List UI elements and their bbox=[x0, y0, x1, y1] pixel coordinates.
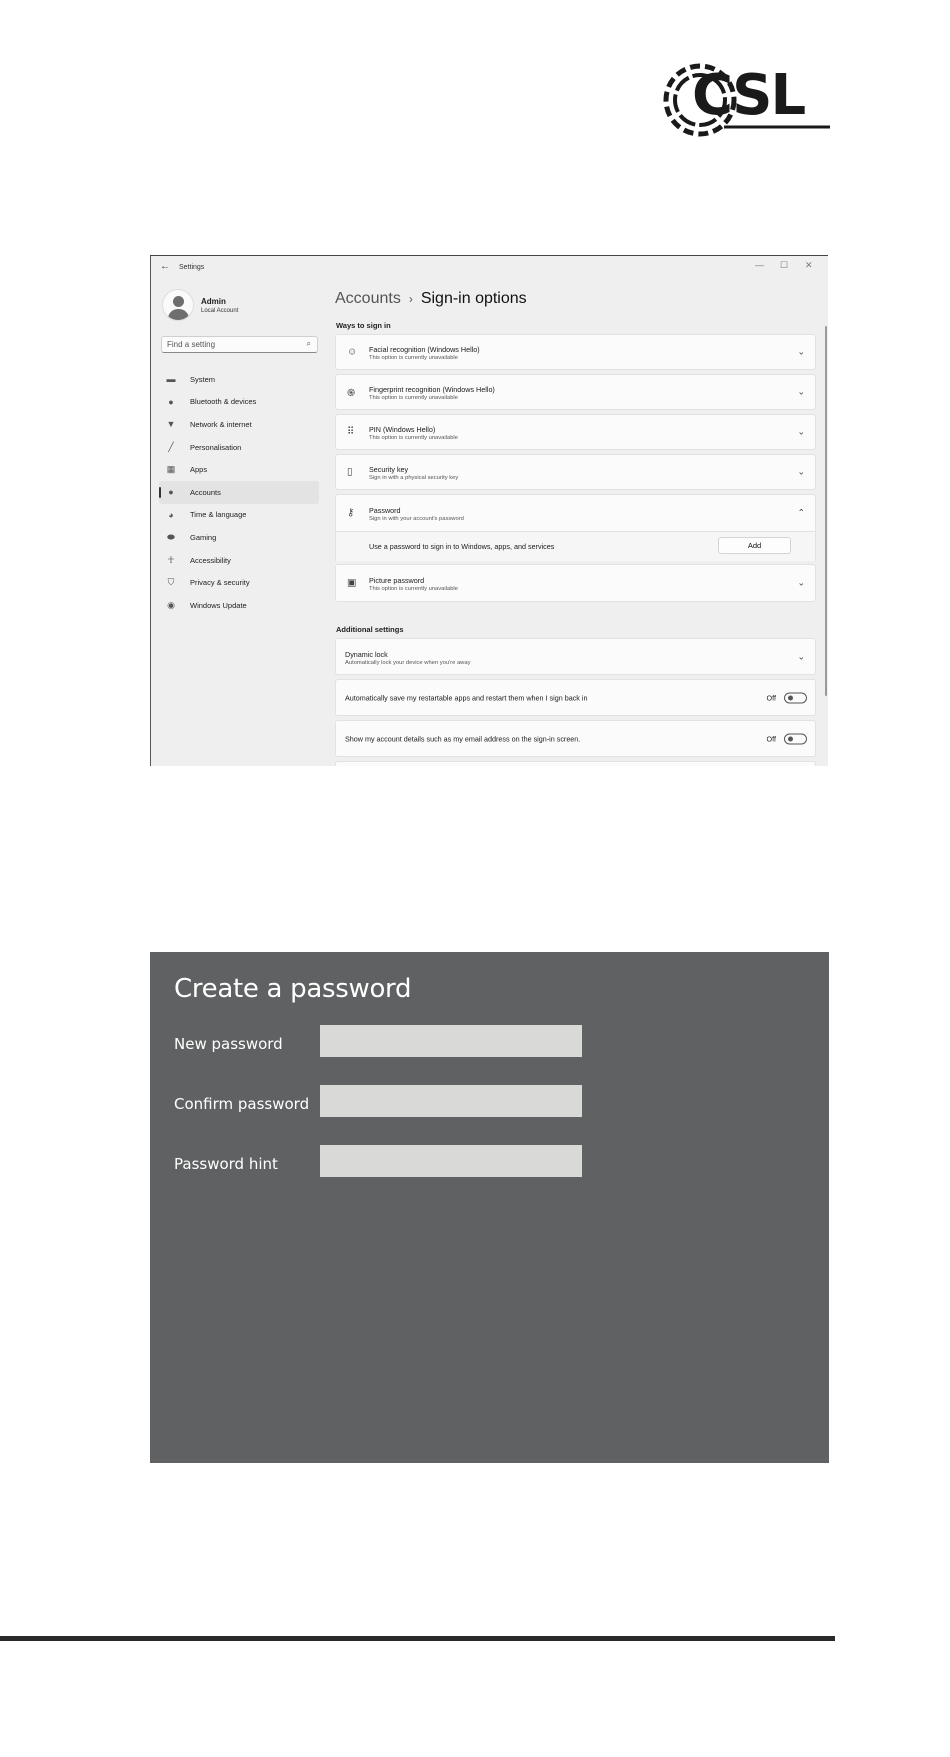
search-icon[interactable]: ⌕ bbox=[306, 339, 311, 348]
chevron-up-icon[interactable]: ⌃ bbox=[797, 507, 805, 518]
create-password-title: Create a password bbox=[174, 974, 412, 1004]
breadcrumb-separator: › bbox=[408, 292, 413, 306]
sidebar-item-bluetooth[interactable] bbox=[159, 391, 319, 414]
sidebar-item-label: Accessibility bbox=[190, 555, 231, 565]
additional-settings-heading: Additional settings bbox=[336, 625, 404, 634]
sidebar-item-system[interactable] bbox=[159, 368, 319, 391]
option-subtitle: This option is currently unavailable bbox=[369, 355, 458, 361]
confirm-password-field[interactable] bbox=[320, 1085, 582, 1117]
search-input[interactable] bbox=[162, 337, 292, 352]
setting-subtitle: Automatically lock your device when you're away bbox=[345, 660, 471, 666]
toggle-state-label: Off bbox=[766, 734, 776, 743]
apps-icon: ▦ bbox=[166, 464, 176, 475]
usb-key-icon: ▯ bbox=[347, 466, 353, 478]
setting-title: Dynamic lock bbox=[345, 650, 388, 659]
profile-name: Admin bbox=[201, 297, 226, 306]
sidebar-item-label: System bbox=[190, 374, 216, 384]
chevron-down-icon[interactable]: ⌄ bbox=[797, 466, 805, 477]
create-password-panel bbox=[150, 952, 829, 1463]
sidebar-nav bbox=[159, 368, 319, 617]
sidebar-item-privacy[interactable] bbox=[159, 571, 319, 594]
signin-option-security-key[interactable] bbox=[335, 454, 816, 490]
signin-option-picture-password[interactable] bbox=[335, 564, 816, 602]
pin-keypad-icon: ⠿ bbox=[347, 426, 355, 438]
password-hint-field[interactable] bbox=[320, 1145, 582, 1177]
csl-logo bbox=[662, 58, 832, 142]
option-subtitle: This option is currently unavailable bbox=[369, 435, 458, 441]
signin-option-facial[interactable] bbox=[335, 334, 816, 370]
option-title: Security key bbox=[369, 465, 409, 474]
setting-title: Show my account details such as my email address on the sign-in screen. bbox=[345, 734, 581, 743]
setting-title: Automatically save my restartable apps and restart them when I sign back in bbox=[345, 693, 588, 702]
option-title: Picture password bbox=[369, 576, 425, 585]
window-title: Settings bbox=[179, 264, 205, 271]
sidebar-item-apps[interactable] bbox=[159, 458, 319, 481]
sidebar-item-personalisation[interactable] bbox=[159, 436, 319, 459]
footer-rule bbox=[0, 1636, 835, 1641]
face-icon: ☺ bbox=[347, 346, 358, 358]
breadcrumb bbox=[335, 290, 527, 308]
gamepad-icon: ⬬ bbox=[167, 531, 175, 542]
sidebar-item-accessibility[interactable] bbox=[159, 549, 319, 572]
chevron-down-icon[interactable]: ⌄ bbox=[797, 346, 805, 357]
sidebar-item-label: Time & language bbox=[190, 510, 247, 520]
brush-icon: ╱ bbox=[168, 441, 174, 452]
toggle-state-label: Off bbox=[766, 693, 776, 702]
update-icon: ◉ bbox=[167, 599, 175, 610]
restart-apps-toggle[interactable] bbox=[784, 692, 807, 703]
sidebar-item-label: Bluetooth & devices bbox=[190, 397, 257, 407]
sidebar-item-label: Network & internet bbox=[190, 419, 252, 429]
new-password-field[interactable] bbox=[320, 1025, 582, 1057]
sidebar-item-network[interactable] bbox=[159, 413, 319, 436]
sidebar-item-accounts[interactable] bbox=[159, 481, 319, 504]
page-title: Sign-in options bbox=[420, 290, 527, 307]
signin-option-password[interactable] bbox=[335, 494, 816, 532]
logo-text: CSL bbox=[692, 63, 805, 128]
option-subtitle: This option is currently unavailable bbox=[369, 586, 458, 592]
signin-option-fingerprint[interactable] bbox=[335, 374, 816, 410]
scrollbar[interactable] bbox=[825, 326, 827, 696]
breadcrumb-parent[interactable]: Accounts bbox=[335, 290, 401, 307]
option-title: PIN (Windows Hello) bbox=[369, 425, 436, 434]
password-expanded-panel bbox=[335, 532, 816, 561]
monitor-icon: ▬ bbox=[166, 374, 176, 385]
wifi-icon: ▼ bbox=[166, 419, 176, 430]
maximize-icon[interactable]: ☐ bbox=[780, 260, 789, 270]
ways-to-sign-in-heading: Ways to sign in bbox=[336, 321, 391, 330]
sidebar-item-label: Gaming bbox=[190, 532, 217, 542]
account-details-setting bbox=[335, 720, 816, 757]
key-icon: ⚷ bbox=[347, 507, 355, 519]
sidebar-item-label: Accounts bbox=[190, 487, 221, 497]
new-password-label: New password bbox=[174, 1035, 283, 1053]
settings-window bbox=[150, 255, 828, 766]
avatar[interactable] bbox=[162, 289, 194, 321]
chevron-down-icon[interactable]: ⌄ bbox=[797, 651, 805, 661]
bluetooth-icon: ● bbox=[168, 396, 174, 407]
confirm-password-label: Confirm password bbox=[174, 1095, 310, 1113]
picture-icon: ▣ bbox=[347, 577, 357, 589]
shield-icon: ⛉ bbox=[167, 577, 175, 588]
sidebar-item-windows-update[interactable] bbox=[159, 594, 319, 617]
option-subtitle: Sign in with your account's password bbox=[369, 516, 464, 522]
profile-account-type: Local Account bbox=[201, 308, 239, 314]
sidebar-item-gaming[interactable] bbox=[159, 526, 319, 549]
option-subtitle: Sign in with a physical security key bbox=[369, 475, 459, 481]
title-bar bbox=[151, 256, 828, 278]
add-password-button[interactable]: Add bbox=[718, 537, 791, 554]
dynamic-lock-setting[interactable] bbox=[335, 638, 816, 675]
account-details-toggle[interactable] bbox=[784, 733, 807, 744]
option-subtitle: This option is currently unavailable bbox=[369, 395, 458, 401]
search-box[interactable] bbox=[161, 336, 318, 353]
password-hint-label: Password hint bbox=[174, 1155, 278, 1173]
option-title: Password bbox=[369, 506, 401, 515]
minimize-icon[interactable]: — bbox=[755, 260, 764, 270]
sidebar-item-label: Privacy & security bbox=[190, 578, 250, 588]
person-icon: ● bbox=[168, 487, 174, 498]
fingerprint-icon: ֍ bbox=[347, 388, 356, 399]
sidebar-item-label: Apps bbox=[190, 465, 208, 475]
close-icon[interactable]: ✕ bbox=[805, 260, 813, 270]
sidebar-item-time-language[interactable] bbox=[159, 504, 319, 527]
chevron-down-icon[interactable]: ⌄ bbox=[797, 577, 805, 588]
accessibility-icon: ☥ bbox=[167, 554, 175, 565]
sidebar-item-label: Windows Update bbox=[190, 600, 247, 610]
password-add-description: Use a password to sign in to Windows, apps, and services bbox=[369, 542, 555, 551]
restart-apps-setting bbox=[335, 679, 816, 716]
next-setting-card bbox=[335, 761, 816, 766]
sidebar-item-label: Personalisation bbox=[190, 442, 242, 452]
signin-option-pin[interactable] bbox=[335, 414, 816, 450]
back-arrow-icon[interactable]: ← bbox=[160, 261, 170, 272]
globe-clock-icon: ◕ bbox=[168, 509, 174, 520]
chevron-down-icon[interactable]: ⌄ bbox=[797, 386, 805, 397]
option-title: Facial recognition (Windows Hello) bbox=[369, 345, 480, 354]
option-title: Fingerprint recognition (Windows Hello) bbox=[369, 385, 495, 394]
chevron-down-icon[interactable]: ⌄ bbox=[797, 426, 805, 437]
